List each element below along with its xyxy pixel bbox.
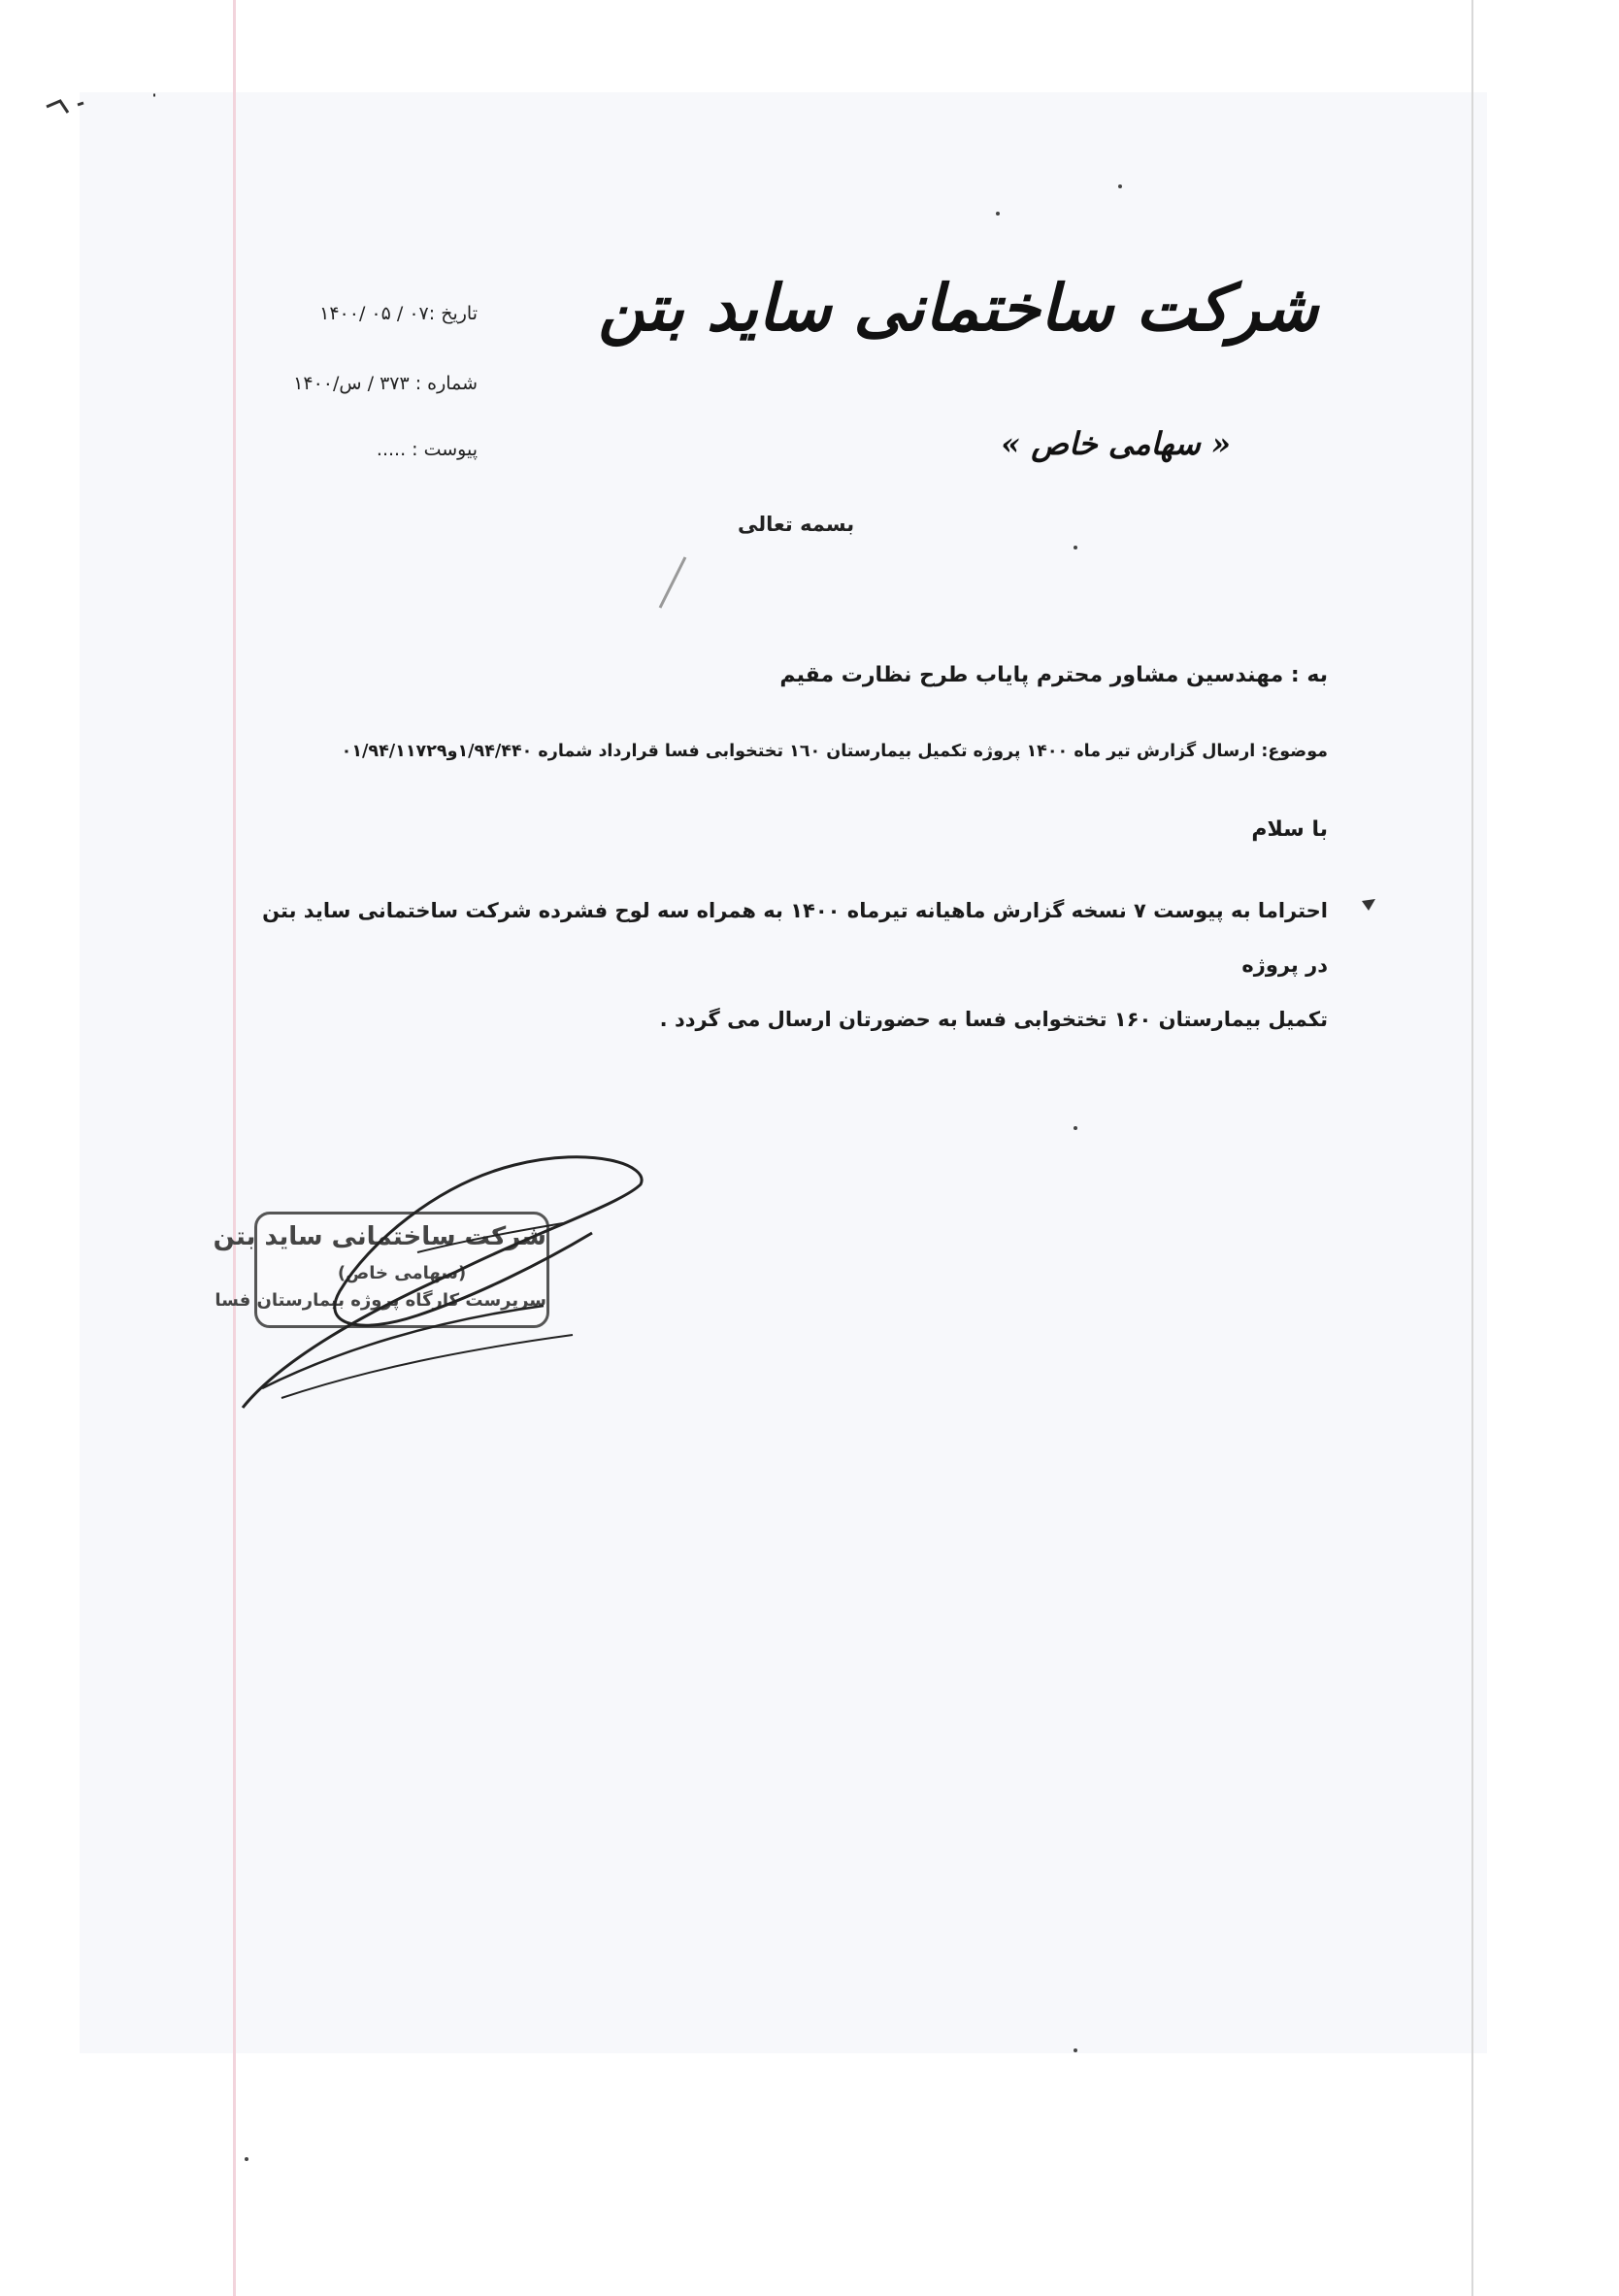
stamp-company-type: (سهامی خاص) <box>337 1263 467 1283</box>
letter-body <box>250 883 1328 1047</box>
letter-attachment: پیوست : ..... <box>376 439 478 460</box>
stamp-role: سرپرست کارگاه پروژه بیمارستان فسا <box>215 1290 546 1311</box>
company-name: شرکت ساختمانی ساید بتن <box>598 270 1318 346</box>
subject-line: موضوع: ارسال گزارش تیر ماه ۱۴۰۰ پروژه تکمیل بیمارستان ١٦٠ تختخوابی فسا قرارداد شماره ۱/۹۴/۴۴۰و۰۱/۹۴/۱۱۷۲۹ <box>341 742 1328 761</box>
greeting-line: با سلام <box>1251 817 1328 842</box>
scan-speck <box>245 2157 248 2161</box>
body-line-2: تکمیل بیمارستان ۱۶۰ تختخوابی فسا به حضورتان ارسال می گردد . <box>659 1008 1328 1031</box>
scan-edge-line <box>1471 0 1473 2296</box>
hole-mark <box>1359 895 1378 915</box>
bismillah-heading: بسمه تعالی <box>738 513 855 536</box>
body-line-1: احتراما به پیوست ۷ نسخه گزارش ماهیانه تیرماه ۱۴۰۰ به همراه سه لوح فشرده شرکت ساختمانی ساید بتن در پروژه <box>262 899 1328 977</box>
scan-speck <box>1118 184 1122 188</box>
company-type: « سهامی خاص » <box>1001 425 1231 462</box>
handwritten-signature <box>213 1126 650 1417</box>
pencil-mark <box>650 553 699 612</box>
letter-date: تاریخ :۰۷ / ۰۵ /۱۴۰۰ <box>319 303 478 324</box>
scan-speck <box>1074 546 1077 549</box>
letter-number: شماره : ۳۷۳ / س/۱۴۰۰ <box>293 373 478 394</box>
scan-mark <box>39 85 155 124</box>
scan-speck <box>1074 2048 1077 2052</box>
scan-speck <box>996 212 1000 216</box>
stamp-company-name: شرکت ساختمانی ساید بتن <box>213 1222 546 1251</box>
scan-background <box>80 92 1487 2053</box>
scan-speck <box>1074 1126 1077 1130</box>
recipient-line: به : مهندسین مشاور محترم پایاب طرح نظارت مقیم <box>779 663 1328 687</box>
